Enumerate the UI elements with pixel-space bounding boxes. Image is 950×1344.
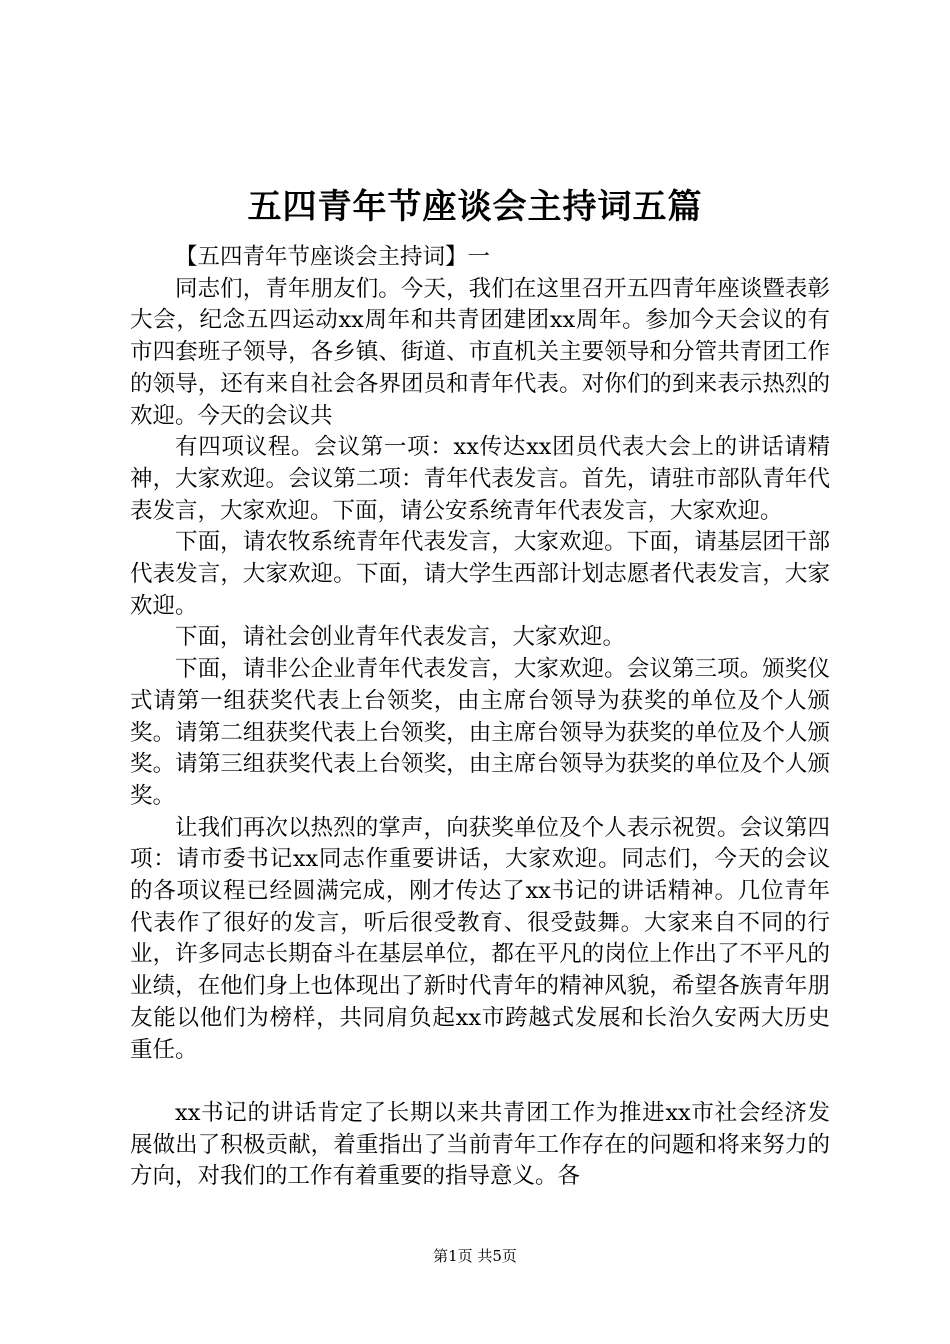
- document-body: [130, 242, 830, 1193]
- paragraph: xx书记的讲话肯定了长期以来共青团工作为推进xx市社会经济发展做出了积极贡献，着重指出了当前青年工作存在的问题和将来努力的方向，对我们的工作有着重要的指导意义。各: [130, 1099, 830, 1190]
- page-footer: 第1页 共5页: [433, 1247, 517, 1265]
- paragraph: 下面，请农牧系统青年代表发言，大家欢迎。下面，请基层团干部代表发言，大家欢迎。下面，请大学生西部计划志愿者代表发言，大家欢迎。: [130, 529, 830, 619]
- paragraph: 让我们再次以热烈的掌声，向获奖单位及个人表示祝贺。会议第四项：请市委书记xx同志作重要讲话，大家欢迎。同志们，今天的会议的各项议程已经圆满完成，刚才传达了xx书记的讲话精神。几位青年代表作了很好的发言，听后很受教育、很受鼓舞。大家来自不同的行业，许多同志长期奋斗在基层单位，都在平凡的岗位上作出了不平凡的业绩，在他们身上也体现出了新时代青年的精神风貌，希望各族青年朋友能以他们为榜样，共同肩负起xx市跨越式发展和长治久安两大历史重任。: [130, 814, 830, 1063]
- paragraph: 有四项议程。会议第一项：xx传达xx团员代表大会上的讲话请精神，大家欢迎。会议第二项：青年代表发言。首先，请驻市部队青年代表发言，大家欢迎。下面，请公安系统青年代表发言，大家欢迎。: [130, 434, 830, 524]
- paragraph: 下面，请社会创业青年代表发言，大家欢迎。: [175, 624, 626, 651]
- paragraph: 下面，请非公企业青年代表发言，大家欢迎。会议第三项。颁奖仪式请第一组获奖代表上台领奖，由主席台领导为获奖的单位及个人颁奖。请第二组获奖代表上台领奖，由主席台领导为获奖的单位及个人颁奖。请第三组获奖代表上台领奖，由主席台领导为获奖的单位及个人颁奖。: [130, 656, 830, 809]
- paragraph: 同志们，青年朋友们。今天，我们在这里召开五四青年座谈暨表彰大会，纪念五四运动xx周年和共青团建团xx周年。参加今天会议的有市四套班子领导，各乡镇、街道、市直机关主要领导和分管共青团工作的领导，还有来自社会各界团员和青年代表。对你们的到来表示热烈的欢迎。今天的会议共: [130, 275, 830, 429]
- document-title: 五四青年节座谈会主持词五篇: [247, 187, 703, 227]
- section-heading: 【五四青年节座谈会主持词】一: [175, 244, 491, 270]
